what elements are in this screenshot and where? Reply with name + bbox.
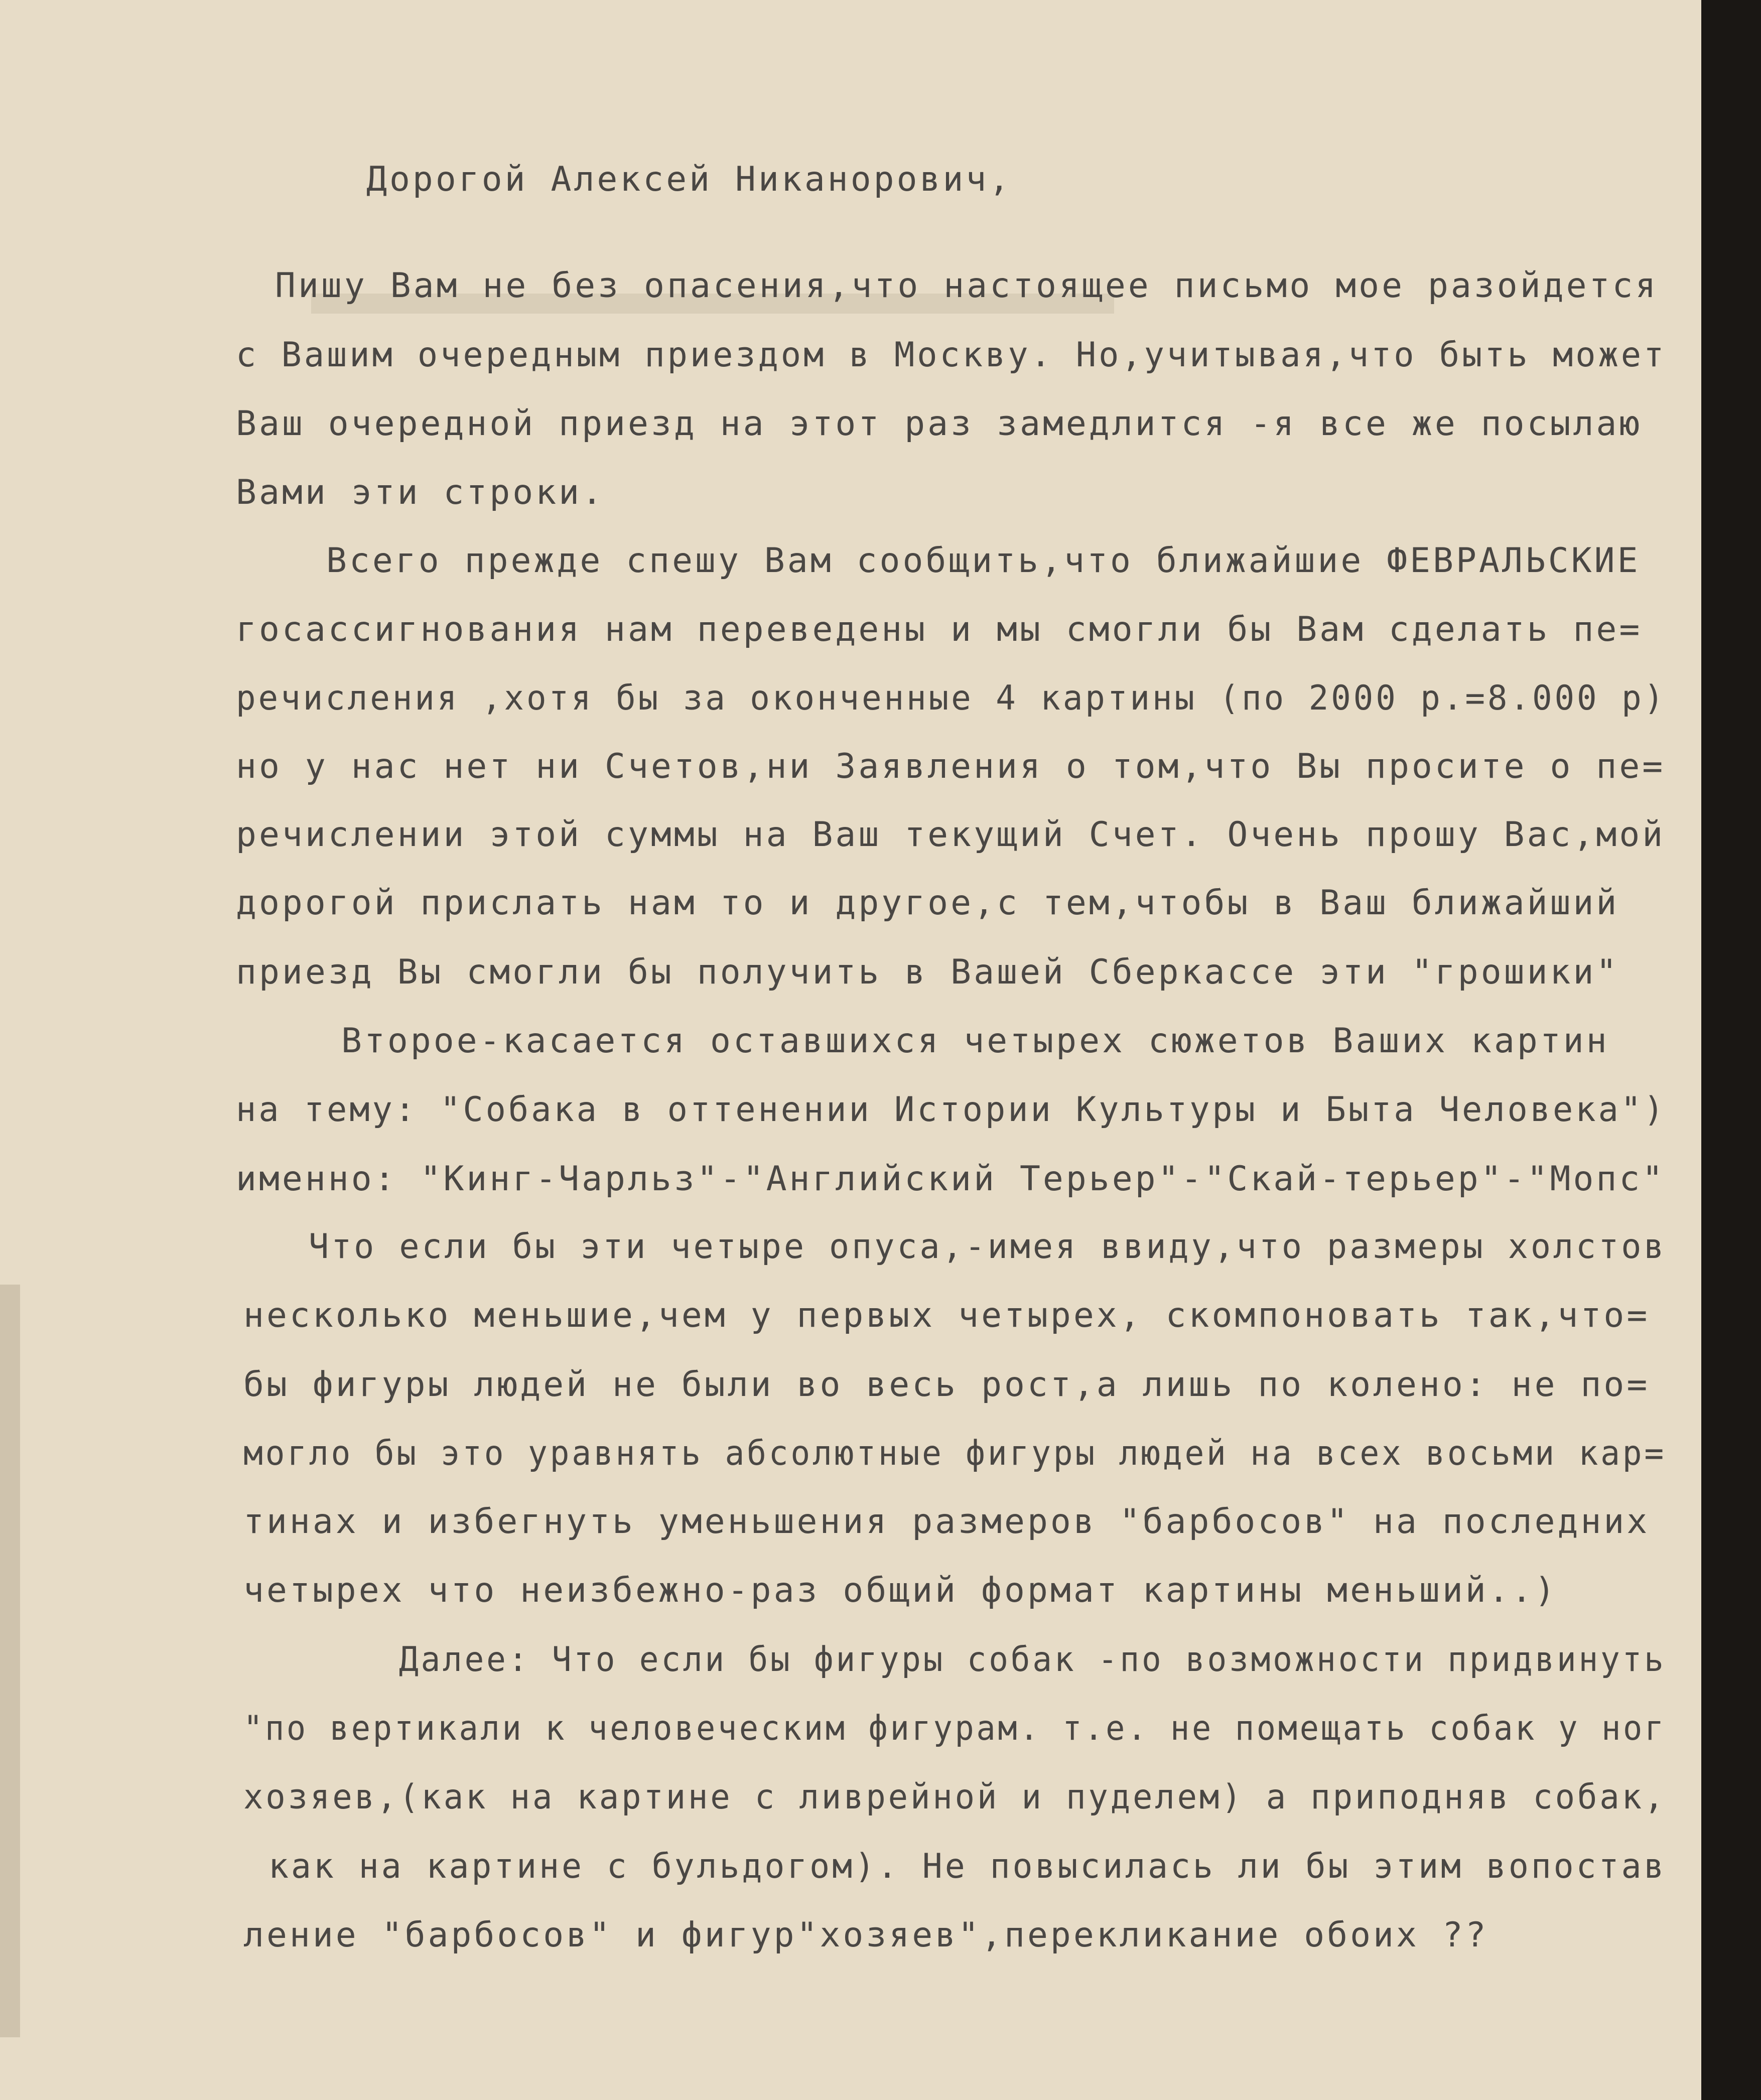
letter-line: приезд Вы смогли бы получить в Вашей Сберкассе эти "грошики"	[236, 952, 1619, 992]
letter-line: ление "барбосов" и фигур"хозяев",перекликание обоих ??	[243, 1915, 1488, 1955]
letter-line: Ваш очередной приезд на этот раз замедлится -я все же посылаю	[236, 404, 1643, 444]
letter-line: Пишу Вам не без опасения,что настоящее письмо мое разойдется	[275, 266, 1659, 306]
letter-line: хозяев,(как на картине с ливрейной и пуделем) а приподняв собак,	[243, 1777, 1667, 1817]
letter-line: дорогой прислать нам то и другое,с тем,чтобы в Ваш ближайший	[236, 883, 1619, 923]
letter-line: Что если бы эти четыре опуса,-имея ввиду,что размеры холстов	[309, 1227, 1667, 1267]
letter-line: именно: "Кинг-Чарльз"-"Английский Терьер"-"Скай-терьер"-"Мопс"	[236, 1159, 1666, 1199]
letter-line: но у нас нет ни Счетов,ни Заявления о том,что Вы просите о пе=	[236, 747, 1666, 786]
letter-line: "по вертикали к человеческим фигурам. т.е. не помещать собак у ног	[243, 1709, 1666, 1748]
letter-line: Вами эти строки.	[236, 473, 605, 512]
letter-line: госассигнования нам переведены и мы смогли бы Вам сделать пе=	[236, 610, 1643, 649]
letter-line: Второе-касается оставшихся четырех сюжетов Ваших картин	[341, 1021, 1609, 1061]
letter-line: четырех что неизбежно-раз общий формат картины меньший..)	[243, 1571, 1558, 1610]
letter-line: могло бы это уравнять абсолютные фигуры людей на всех восьми кар=	[243, 1434, 1666, 1473]
letter-line: речисления ,хотя бы за оконченные 4 картины (по 2000 р.=8.000 р)	[236, 678, 1667, 718]
letter-salutation: Дорогой Алексей Никанорович,	[366, 160, 1012, 199]
letter-line: как на картине с бульдогом). Не повысилась ли бы этим вопостав	[268, 1847, 1667, 1886]
letter-line: тинах и избегнуть уменьшения размеров "барбосов" на последних	[243, 1502, 1650, 1542]
scan-background-edge	[1701, 0, 1761, 2100]
letter-line: речислении этой суммы на Ваш текущий Счет. Очень прошу Вас,мой	[236, 815, 1666, 855]
letter-line: несколько меньшие,чем у первых четырех, скомпоновать так,что=	[243, 1296, 1650, 1335]
letter-line: Всего прежде спешу Вам сообщить,что ближайшие ФЕВРАЛЬСКИЕ	[326, 541, 1641, 581]
letter-line: Далее: Что если бы фигуры собак -по возможности придвинуть	[399, 1640, 1666, 1679]
letter-line: бы фигуры людей не были во весь рост,а лишь по колено: не по=	[243, 1365, 1650, 1405]
letter-line: с Вашим очередным приездом в Москву. Но,учитывая,что быть может	[236, 335, 1667, 375]
letter-line: на тему: "Собака в оттенении Истории Культуры и Быта Человека")	[236, 1090, 1667, 1130]
